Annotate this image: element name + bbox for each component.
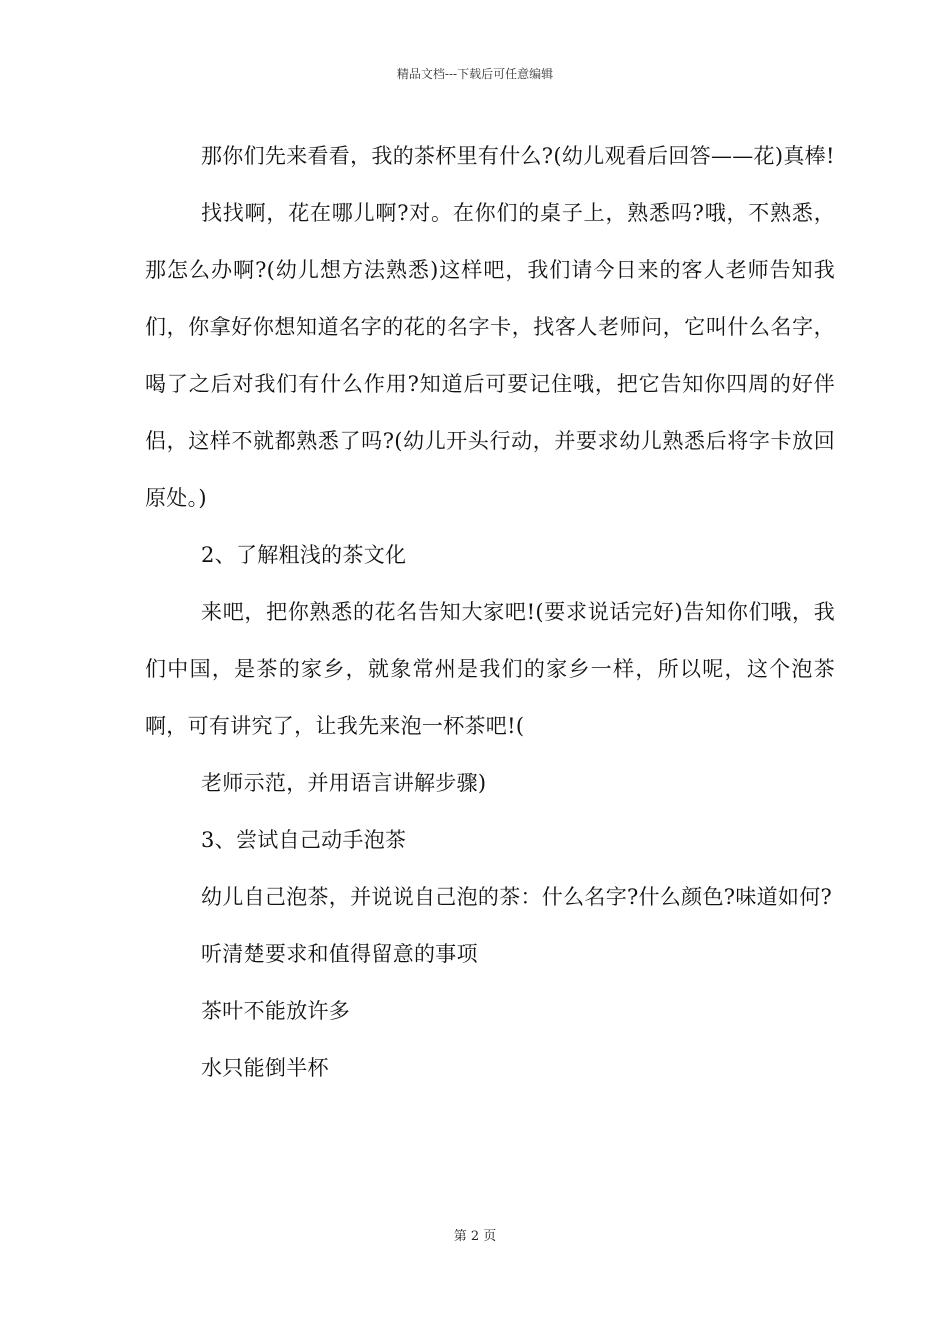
paragraph-tell-flower-names: 来吧，把你熟悉的花名告知大家吧!(要求说话完好)告知你们哦，我们中国，是茶的家乡，就象常州是我们的家乡一样，所以呢，这个泡茶啊，可有讲究了，让我先来泡一杯茶吧!( bbox=[145, 600, 835, 738]
paragraph-teacup-question: 那你们先来看看，我的茶杯里有什么?(幼儿观看后回答——花)真棒! bbox=[201, 144, 835, 168]
paragraph-find-flowers: 找找啊，花在哪儿啊?对。在你们的桌子上，熟悉吗?哦，不熟悉，那怎么办啊?(幼儿想方法熟悉)这样吧，我们请今日来的客人老师告知我们，你拿好你想知道名字的花的名字卡，找客人老师问，它叫什么名字，喝了之后对我们有什么作用?知道后可要记住哦，把它告知你四周的好伴侣，这样不就都熟悉了吗?(幼儿开头行动，并要求幼儿熟悉后将字卡放回原处。) bbox=[145, 201, 835, 510]
document-body bbox=[145, 128, 835, 1097]
paragraph-listen-requirements: 听清楚要求和值得留意的事项 bbox=[201, 942, 478, 966]
paragraph-water-half-cup: 水只能倒半杯 bbox=[201, 1056, 329, 1080]
section-heading-tea-culture: 2、了解粗浅的茶文化 bbox=[201, 543, 407, 567]
page-header: 精品文档---下载后可任意编辑 bbox=[396, 67, 554, 81]
section-heading-try-making-tea: 3、尝试自己动手泡茶 bbox=[201, 828, 407, 852]
page-number: 第 2 页 bbox=[453, 1229, 497, 1244]
paragraph-children-make-tea: 幼儿自己泡茶，并说说自己泡的茶：什么名字?什么颜色?味道如何? bbox=[201, 885, 833, 909]
paragraph-teacher-demo: 老师示范，并用语言讲解步骤) bbox=[201, 771, 487, 795]
paragraph-tea-leaves-amount: 茶叶不能放许多 bbox=[201, 999, 351, 1023]
